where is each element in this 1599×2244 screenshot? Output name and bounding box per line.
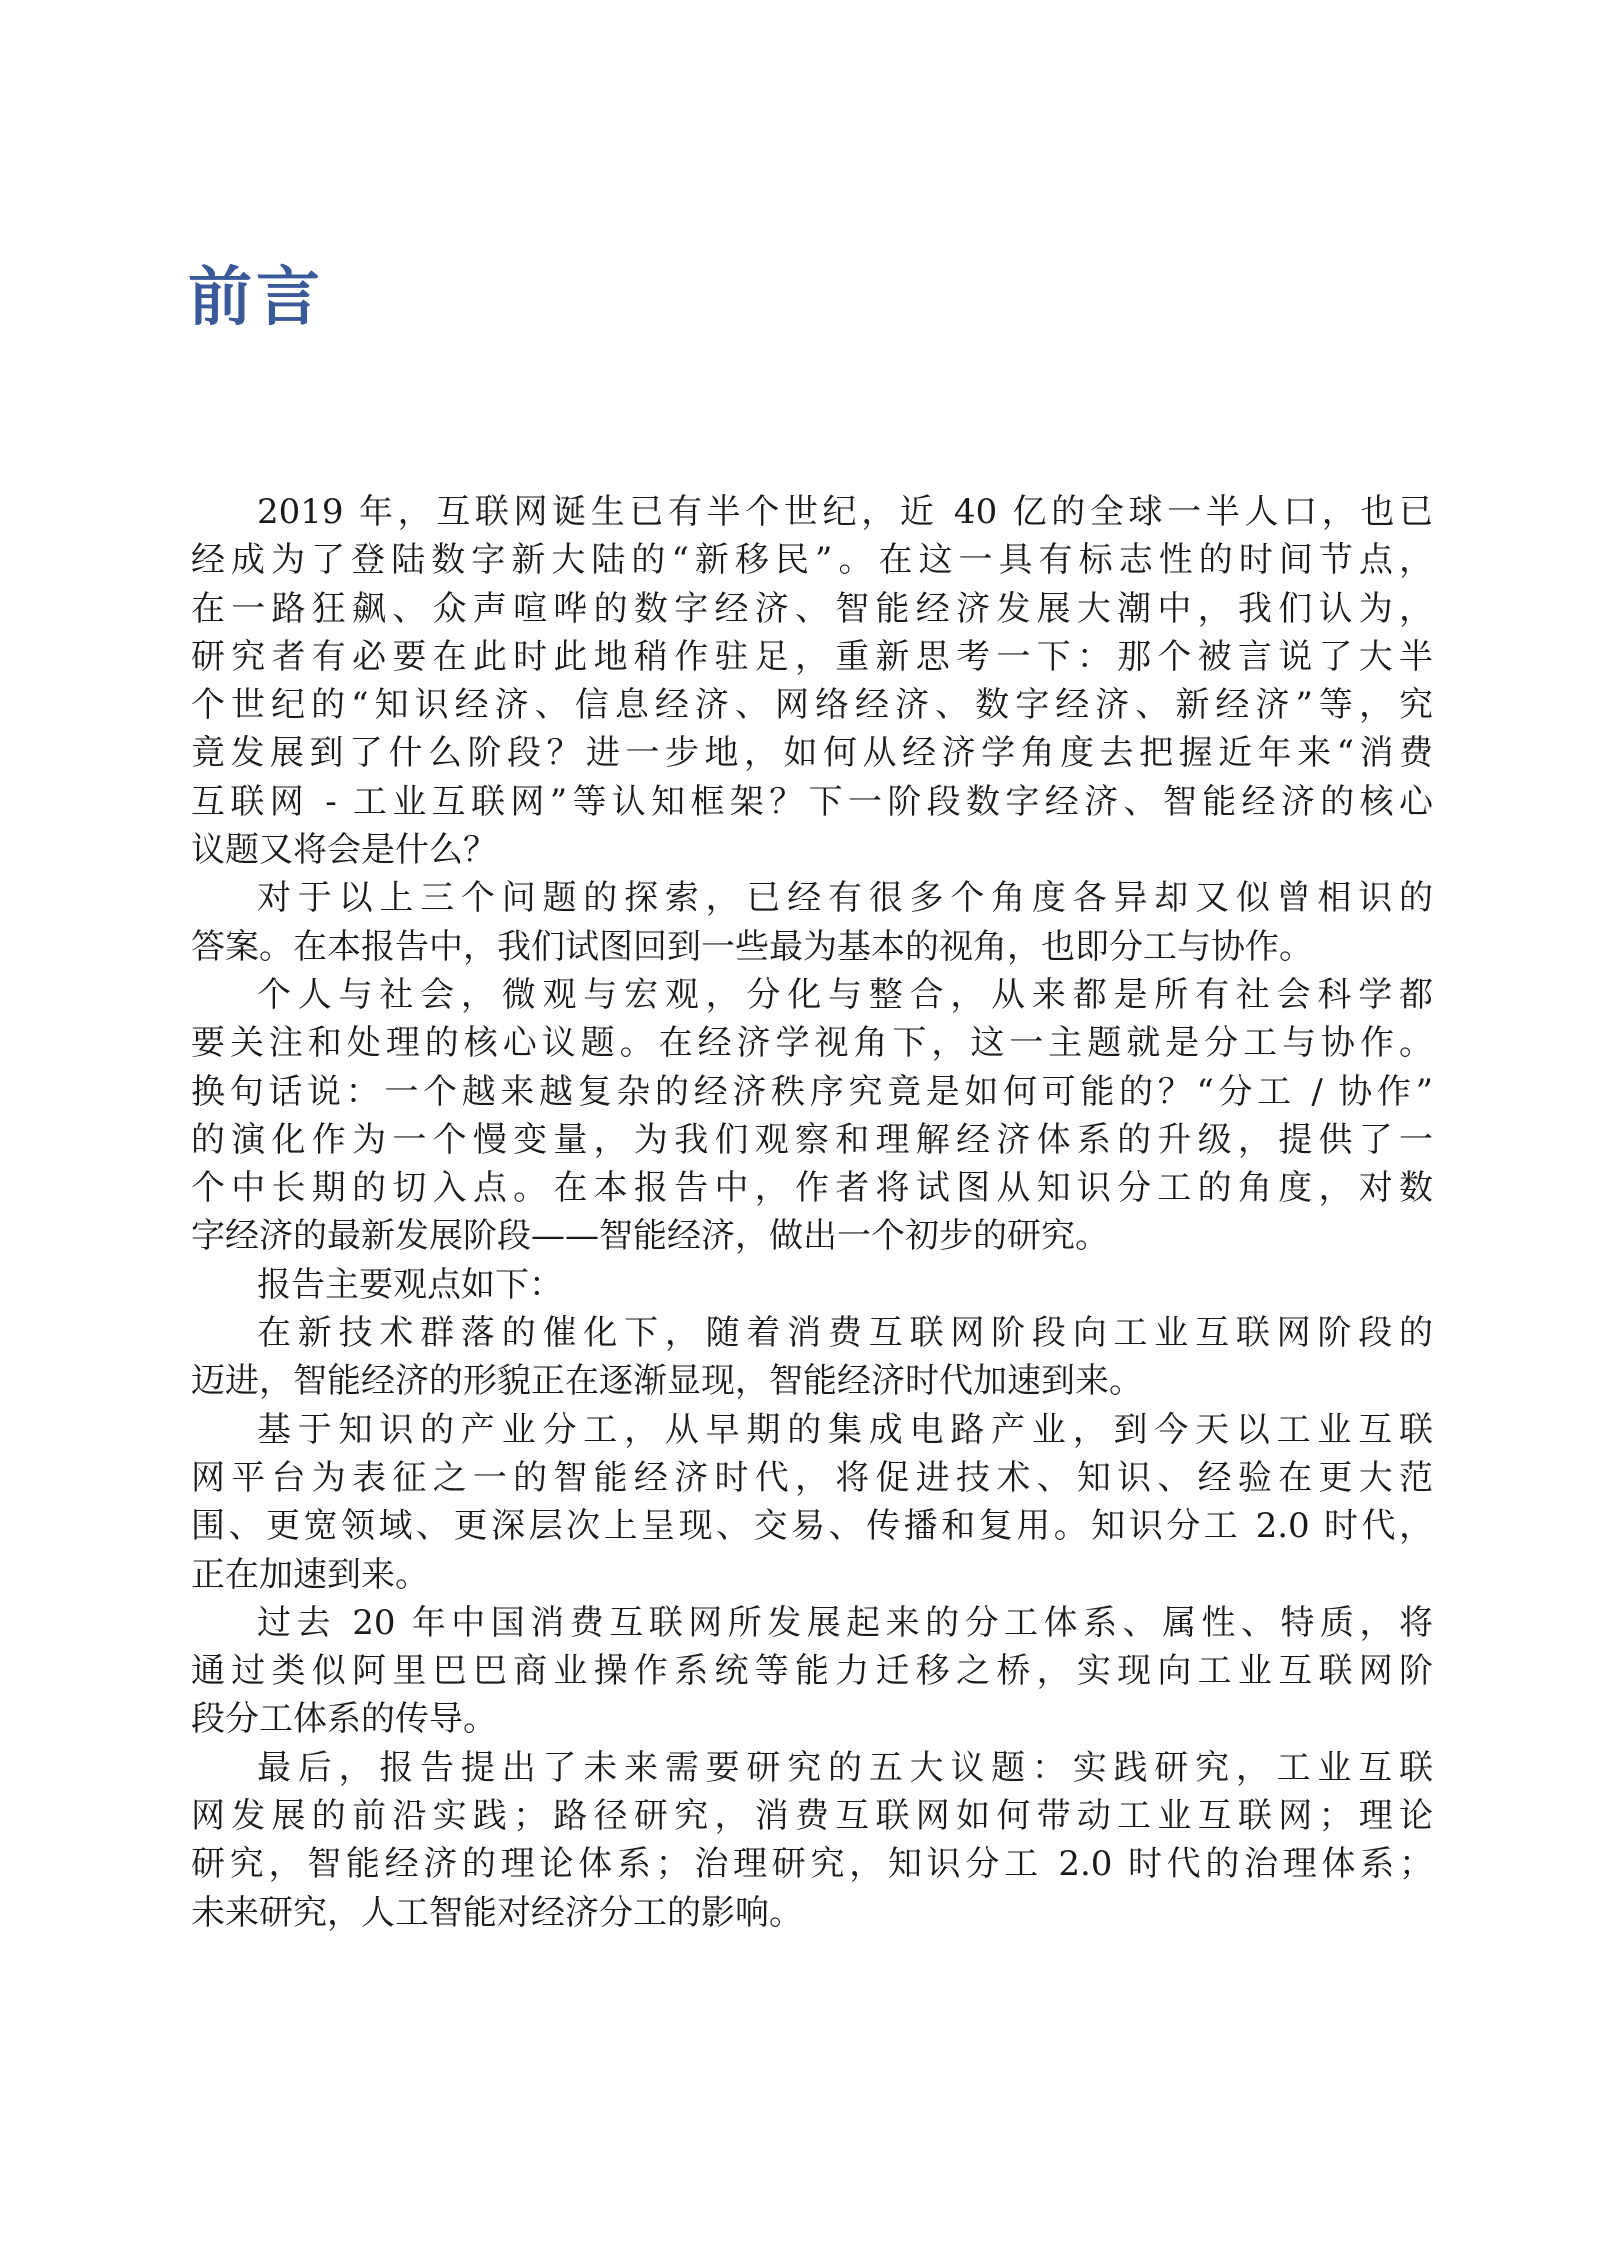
preface-body (191, 488, 1433, 1937)
paragraph (191, 1261, 1433, 1309)
text-line: 要关注和处理的核心议题。在经济学视角下，这一主题就是分工与协作。 (191, 1023, 1433, 1064)
text-line: 最后，报告提出了未来需要研究的五大议题：实践研究，工业互联 (257, 1747, 1433, 1788)
text-line: 段分工体系的传导。 (191, 1699, 497, 1740)
text-line: 报告主要观点如下： (257, 1264, 563, 1305)
text-line: 经成为了登陆数字新大陆的“新移民”。在这一具有标志性的时间节点， (191, 540, 1433, 581)
text-line: 研究，智能经济的理论体系；治理研究，知识分工 2.0 时代的治理体系； (191, 1844, 1433, 1885)
text-line: 未来研究，人工智能对经济分工的影响。 (191, 1892, 803, 1933)
text-line: 议题又将会是什么？ (191, 830, 497, 871)
text-line: 迈进，智能经济的形貌正在逐渐显现，智能经济时代加速到来。 (191, 1361, 1143, 1402)
text-line: 在一路狂飙、众声喧哗的数字经济、智能经济发展大潮中，我们认为， (191, 588, 1433, 629)
text-line: 基于知识的产业分工，从早期的集成电路产业，到今天以工业互联 (257, 1409, 1433, 1450)
text-line: 对于以上三个问题的探索，已经有很多个角度各异却又似曾相识的 (257, 878, 1433, 919)
text-line: 换句话说：一个越来越复杂的经济秩序究竟是如何可能的？“分工 / 协作” (191, 1071, 1433, 1112)
text-line: 答案。在本报告中，我们试图回到一些最为基本的视角，也即分工与协作。 (191, 926, 1313, 967)
paragraph (191, 1406, 1433, 1599)
text-line: 通过类似阿里巴巴商业操作系统等能力迁移之桥，实现向工业互联网阶 (191, 1651, 1433, 1692)
paragraph (191, 488, 1433, 874)
text-line: 个人与社会，微观与宏观，分化与整合，从来都是所有社会科学都 (257, 974, 1433, 1015)
text-line: 围、更宽领域、更深层次上呈现、交易、传播和复用。知识分工 2.0 时代， (191, 1506, 1433, 1547)
text-line: 字经济的最新发展阶段——智能经济，做出一个初步的研究。 (191, 1216, 1109, 1257)
paragraph (191, 971, 1433, 1261)
text-line: 正在加速到来。 (191, 1554, 429, 1595)
text-line: 过去 20 年中国消费互联网所发展起来的分工体系、属性、特质，将 (257, 1602, 1433, 1643)
paragraph (191, 1744, 1433, 1937)
page-title: 前言 (188, 261, 324, 335)
text-line: 研究者有必要在此时此地稍作驻足，重新思考一下：那个被言说了大半 (191, 636, 1433, 677)
text-line: 网发展的前沿实践；路径研究，消费互联网如何带动工业互联网；理论 (191, 1796, 1433, 1837)
text-line: 竟发展到了什么阶段？进一步地，如何从经济学角度去把握近年来“消费 (191, 733, 1433, 774)
paragraph (191, 874, 1433, 971)
text-line: 在新技术群落的催化下，随着消费互联网阶段向工业互联网阶段的 (257, 1313, 1433, 1354)
text-line: 个中长期的切入点。在本报告中，作者将试图从知识分工的角度，对数 (191, 1168, 1433, 1209)
paragraph (191, 1599, 1433, 1744)
text-line: 2019 年，互联网诞生已有半个世纪，近 40 亿的全球一半人口，也已 (257, 492, 1433, 532)
paragraph (191, 1309, 1433, 1406)
text-line: 网平台为表征之一的智能经济时代，将促进技术、知识、经验在更大范 (191, 1457, 1433, 1498)
text-line: 个世纪的“知识经济、信息经济、网络经济、数字经济、新经济”等，究 (191, 685, 1433, 726)
text-line: 的演化作为一个慢变量，为我们观察和理解经济体系的升级，提供了一 (191, 1119, 1433, 1160)
text-line: 互联网 - 工业互联网”等认知框架？下一阶段数字经济、智能经济的核心 (191, 781, 1433, 822)
